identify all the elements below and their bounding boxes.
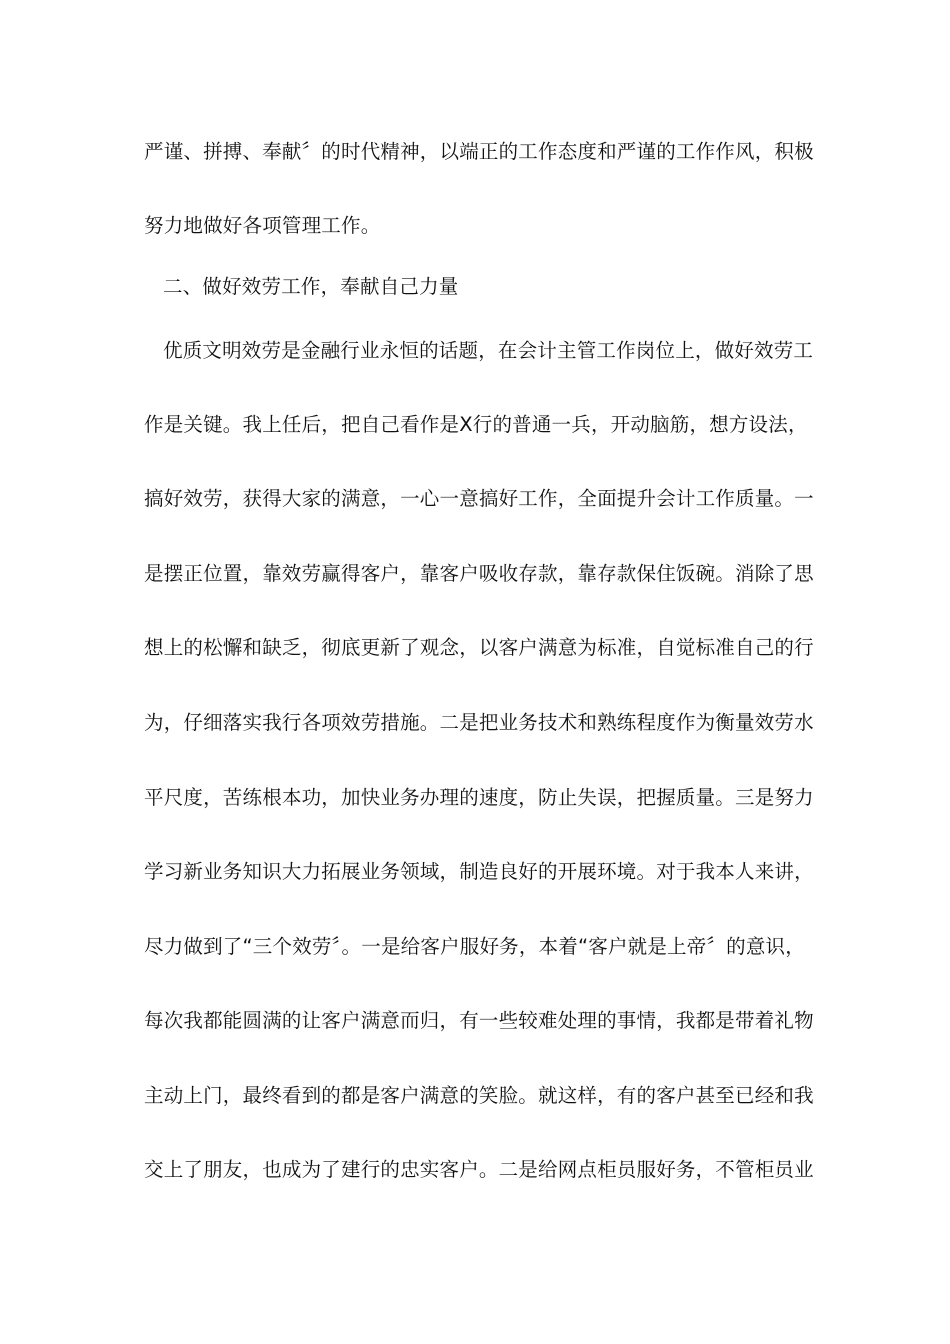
text-line: 作是关键。我上任后，把自己看作是X行的普通一兵，开动脑筋，想方设法， xyxy=(144,413,808,436)
text-line: 努力地做好各项管理工作。 xyxy=(144,214,381,237)
paragraph-first-line: 优质文明效劳是金融行业永恒的话题，在会计主管工作岗位上，做好效劳工 xyxy=(163,339,814,362)
section-heading: 二、做好效劳工作，奉献自己力量 xyxy=(163,275,459,298)
text-line: 交上了朋友，也成为了建行的忠实客户。二是给网点柜员服好务，不管柜员业 xyxy=(144,1158,814,1181)
text-line: 想上的松懈和缺乏，彻底更新了观念，以客户满意为标准，自觉标准自己的行 xyxy=(144,636,814,659)
text-line: 尽力做到了“三个效劳〞。一是给客户服好务，本着“客户就是上帝〞的意识， xyxy=(144,935,805,958)
text-line: 每次我都能圆满的让客户满意而归，有一些较难处理的事情，我都是带着礼物 xyxy=(144,1009,814,1032)
text-line: 搞好效劳，获得大家的满意，一心一意搞好工作，全面提升会计工作质量。一 xyxy=(144,487,814,510)
text-line: 为，仔细落实我行各项效劳措施。二是把业务技术和熟练程度作为衡量效劳水 xyxy=(144,711,814,734)
text-line: 学习新业务知识大力拓展业务领域，制造良好的开展环境。对于我本人来讲， xyxy=(144,860,814,883)
text-line: 严谨、拼搏、奉献〞的时代精神，以端正的工作态度和严谨的工作作风，积极 xyxy=(144,140,814,163)
text-line: 是摆正位置，靠效劳赢得客户，靠客户吸收存款，靠存款保住饭碗。消除了思 xyxy=(144,562,814,585)
text-line: 主动上门，最终看到的都是客户满意的笑脸。就这样，有的客户甚至已经和我 xyxy=(144,1084,814,1107)
text-line: 平尺度，苦练根本功，加快业务办理的速度，防止失误，把握质量。三是努力 xyxy=(144,786,814,809)
